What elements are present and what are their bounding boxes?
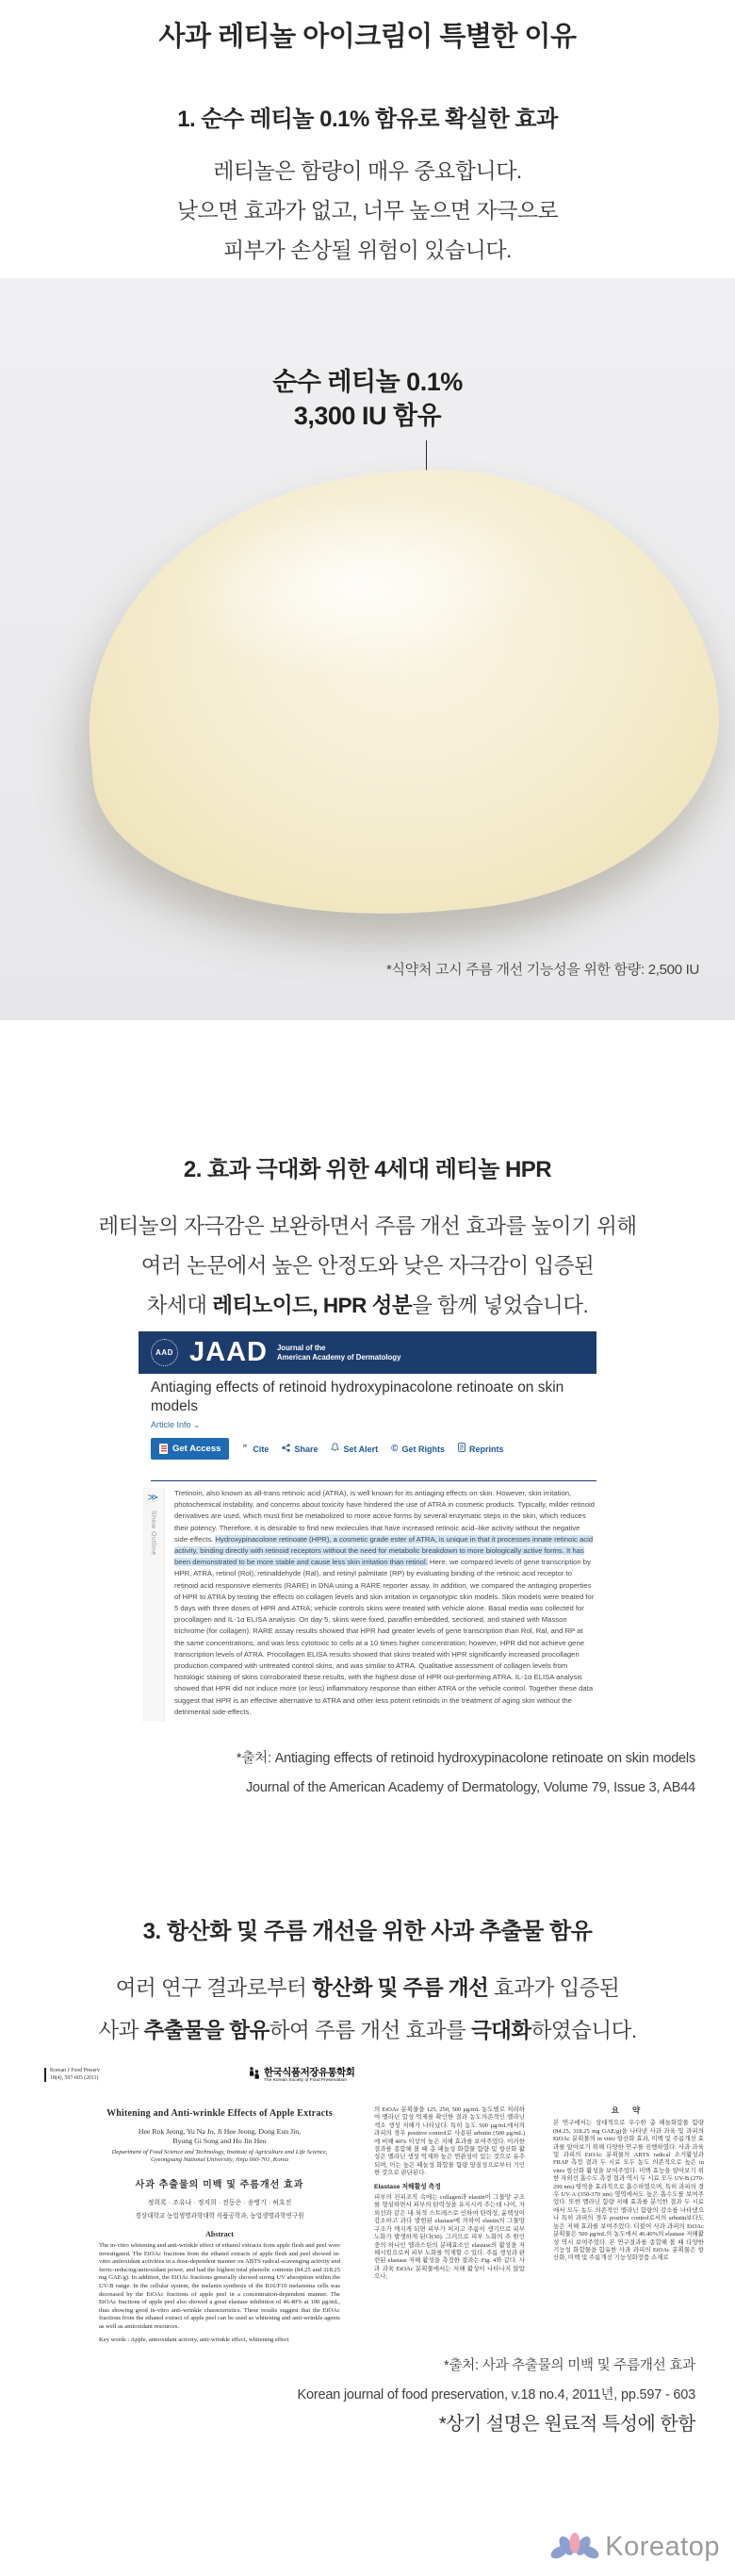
brand-name: Koreatop (605, 2532, 720, 2562)
paper-affiliation-kr: 경상대학교 농업생명과학대학 식품공학과, 농업생명과학연구원 (135, 2213, 304, 2220)
disclaimer-note: *상기 설명은 원료적 특성에 한함 (438, 2414, 695, 2435)
section1-line3: 피부가 손상될 위험이 있습니다. (223, 238, 512, 262)
paper-colA-paragraph1: 의 EtOAc 분획물을 125, 250, 500 μg/mL 농도별로 처리하여 멜라닌 합성 억제를 확인한 결과 농도의존적인 멜라닌 색소 생성 저해가 나타났다. 특히 농도 500 μg/mL에서의 과피의 경우 positive control로 사용된 arbutin (500 μg/mL)에 비해 40% 이상의 높은 저해 효과를 보여주었다. 이러한 결과를 종합해 볼 때 총 페놀성 화합물 함량 및 항산화 활성은 멜라닌 생성 억제와 높은 연관성이 있는 것으로 유추되며, 이는 높은 페놀성 화합물 함량 양질성으로부터 기인한 것으로 판단된다. (374, 2106, 525, 2177)
paper-colA-heading: Elastase 저해활성 측정 (374, 2183, 441, 2190)
get-rights-button[interactable]: © Get Rights (391, 1443, 446, 1454)
abstract-text-after: Here, we compared levels of gene transcription by HPR, ATRA, retinol (Rol), retinaldehyde (Ral), and retinyl palmitate (RP) by evaluating binding of the retinoic acid receptor to retinoid acid responsive elements (RARE) in DNA using a RARE reporter assay. In addition, we compared the antiaging properties of HPR to ATRA by testing the effects on collagen levels and skin irritation in organotypic skin models. Skin models were treated for 5 days with three doses of HPR and ATRA; vehicle controls skins were treated with vehicle alone. Basal media was collected for procollagen and IL-1α ELISA analysis. On day 5, skins were fixed, paraffin embedded, sectioned, and stained with Masson trichrome (for collagen). RARE assay results showed that HPR had greater levels of gene transcription than Rol, Ral, and RP at the same concentrations, and was less cytotoxic to cells at a 10 times higher concentration; however, HPR did not achieve gene transcription levels of ATRA. Procollagen ELISA results showed that skins treated with HPR significantly increased procollagen production compared with untreated control skins, and was similar to ATRA. Qualitative assessment of collagen levels from histologic staining of skins corroborated these results, with the highest dose of HPR out-performing ATRA. IL-1α ELISA analysis showed that HPR did not induce more (or less) inflammatory response than either ATRA or the vehicle control. Together these data suggest that HPR is an effective alternative to ATRA and other less potent retinoids in the treatment of aging skin without the detrimental side-effects. (174, 1558, 595, 1716)
section2-line2: 여러 논문에서 높은 안정도와 낮은 자극감이 입증된 (140, 1254, 595, 1278)
paper-abstract-en: The in-vitro whitening and anti-wrinkle effect of ethanol extracts from apple flesh and peel were investigated. The EtOAc fractions from the ethanol extracts of apple flesh and peel showed in-vitro antioxidant activities in a dose-dependent manner on ABTS radical-scavenging activity and ferric-reducing/antioxidant power, and had the highest total phenolic contents (84.25 and 318.25 mg GAE/g). In addition, the EtOAc fractions generally showed strong UV absorption within the UV-B range. In the cellular system, the melanin synthesis of the B16/F10 melanoma cells was decreased by the EtOAc fractions of apple peel in a concentration-dependent manner. The EtOAc fractions of apple peel also showed a great elastase inhibition of 46.40% at 100 μg/mL, thus showing good in-vitro anti-wrinkle characteristics. These results suggest that the EtOAc fractions from the ethanol extract of apple peel can be used as whitening and anti-wrinkle agents as well as antioxidant resources. (99, 2242, 340, 2330)
article-title: Antiaging effects of retinoid hydroxypinacolone retinoate on skin models (151, 1379, 564, 1414)
apple-paper-scan (33, 2065, 706, 2343)
section2-line3: 차세대 레티노이드, HPR 성분을 함께 넣었습니다. (146, 1294, 589, 1317)
paper-affiliation-en: Department of Food Science and Technology, Institute of Agriculture and Life Science, Gyeongsang National University, Jinju 660-701, Korea (111, 2149, 328, 2163)
society-logo (248, 2066, 354, 2086)
pdf-icon (159, 1444, 168, 1454)
jaad-logo-text: JAAD (189, 1337, 268, 1367)
jaad-article-screenshot (139, 1331, 596, 1727)
paper-first-page (99, 2108, 340, 2343)
section3-line1: 여러 연구 결과로부터 항산화 및 주름 개선 효과가 입증된 (115, 1976, 620, 2000)
section3-paragraph (0, 1967, 735, 2052)
copyright-icon: © (391, 1443, 399, 1454)
swatch-note: *식약처 고시 주름 개선 기능성을 위한 함량: 2,500 IU (385, 962, 699, 978)
paper-authors-en: Hee Rok Jeong, Yu Na Jo, Ji Hee Jeong, Dong Eun Jin, Byung Gi Song and Ho Jin Heo (138, 2127, 302, 2145)
bell-icon (331, 1443, 339, 1455)
swatch-label (0, 365, 735, 433)
paper-citation-line1: *출처: 사과 추출물의 미백 및 주름개선 효과 (444, 2358, 695, 2373)
paper-title-kr: 사과 추출물의 미백 및 주름개선 효과 (135, 2180, 304, 2190)
quote-icon: ” (242, 1443, 250, 1454)
swatch-label-line2: 3,300 IU 함유 (293, 402, 442, 430)
section3-line2: 사과 추출물을 함유하여 주름 개선 효과를 극대화하였습니다. (98, 2019, 637, 2042)
divider (151, 1480, 596, 1481)
chevron-down-icon: ⌄ (193, 1420, 201, 1429)
share-button[interactable]: Share (282, 1444, 318, 1455)
paper-citation-line2: Korean journal of food preservation, v.18 no.4, 2011년, pp.597 - 603 (297, 2387, 695, 2403)
paper-colA-paragraph2: 피부의 진피조직 속에는 collagen과 elastin이 그물망 구조를 형성하면서 피부의 탄력성을 유지시켜 주는데 나이, 자외선과 같은 내·외적 스트레스로 인하여 탄력성, 윤택성이 감소하고 과다 발현된 elastase에 의하여 elastin의 그물망 구조가 깨지게 되면 피부가 처지고 주름이 생기므로 피부 노화가 발생하게 된다(30). 그러므로 피부 노화의 주 원인중의 하나인 엘라스틴의 분해효소인 elastase의 활성을 저해시킴으로써 피부 노화를 억제할 수 있다. 주름 생성과 관련된 elastase 저해 활성을 측정한 결과는 Fig. 4와 같다. 사과 과육 EtOAc 분획물에서는 저해 활성이 나타나지 않았으나, (374, 2194, 525, 2281)
paper-colB-paragraph: 본 연구에서는 상대적으로 우수한 총 페놀화합물 함량 (84.25, 318.25 mg GAE/g)을 나타낸 사과 과육 및 과피의 EtOAc 분획물의 in vitro 항산화 효과, 미백 및 주름개선 효과를 알아보기 위해 다양한 연구를 진행하였다. 사과 과육 및 과피의 EtOAc 분획물의 ABTS radical 소거활성과 FRAP 측정 결과 두 시료 모두 농도 의존적으로 높은 in vitro 항산화 활성을 보여주었다. 미백 효능을 알아보기 위한 자외선 흡수도 측정 결과 역시 두 시료 모두 UV-B (270-290 nm) 영역을 효과적으로 흡수하였으며, 특히 과피의 경우 UV-A (350-370 nm) 영역에서도 높은 흡수도를 보여주었다. 또한 멜라닌 함량 저해 효과를 분석한 결과 두 시료에서 모두 농도 의존적인 멜라닌 함량의 감소를 나타냈으나 특히 과피의 경우 positive control로서의 arbutin보다도 높은 저해 효과를 보여주었다. 더불어 사과 과피의 EtOAc 분획물은 500 μg/mL의 농도에서 46.40%의 elastase 저해활성 역시 보여주었다. 본 연구결과를 종합해 볼 때 다양한 기능성 화합물을 함유한 사과 과피의 EtOAc 분획물은 항산화, 미백 및 주름개선 기능성화장품 소재로 (553, 2120, 704, 2262)
article-abstract (174, 1488, 595, 1718)
paper-title-en: Whitening and Anti-wrinkle Effects of Apple Extracts (106, 2108, 333, 2119)
jaad-citation (237, 1744, 695, 1803)
section1-line2: 낮으면 효과가 없고, 너무 높으면 자극으로 (176, 198, 559, 223)
page-title: 사과 레티놀 아이크림이 특별한 이유 (158, 22, 577, 52)
paper-column-right (553, 2106, 704, 2263)
abstract-text-before: Tretinoin, also known as all-trans retinoic acid (ATRA), is well known for its antiaging effects on skin. However, skin irritation, photochemical instability, and concerns about toxicity have hindered the use of ATRA in cosmetic products. Typically, milder retinoid derivatives are used, which must first be metabolized to more active forms by several enzymatic steps in the skin, which reduces their potency. Therefore, it is desirable to find new molecules that have increased retinoic acid–like activity without the negative side-effects. (174, 1489, 595, 1544)
reprints-button[interactable]: Reprints (458, 1443, 504, 1455)
section2-heading: 2. 효과 극대화 위한 4세대 레티놀 HPR (183, 1157, 552, 1182)
share-icon (282, 1444, 290, 1455)
cite-button[interactable]: ” Cite (242, 1443, 270, 1454)
paper-keywords: Key words : Apple, antioxidant activity, anti-wrinkle effect, whitening effect (99, 2336, 289, 2343)
document-icon (458, 1443, 466, 1455)
jaad-citation-line1: *출처: Antiaging effects of retinoid hydroxypinacolone retinoate on skin models (236, 1751, 695, 1766)
abstract-highlighted-text: Hydroxypinacolone retinoate (HPR), a cosmetic grade ester of ATRA, is unique in that it processes innate retinoic acid activity, binding directly with retinoid receptors without the need for metabolic breakdown to more biologically active forms. It has been demonstrated to be more stable and cause less skin irritation than retinol. (174, 1534, 594, 1567)
article-toolbar (151, 1438, 584, 1460)
jaad-header-bar (139, 1331, 596, 1374)
paper-authors-kr: 정희록 · 조유나 · 정지희 · 전동은 · 송병기 · 허호진 (147, 2200, 292, 2206)
section2-paragraph (0, 1207, 735, 1326)
korean-abstract-label: 요 약 (611, 2105, 646, 2115)
aad-logo: AAD (151, 1339, 178, 1366)
get-access-button[interactable]: Get Access (151, 1438, 229, 1460)
outline-sidebar[interactable] (142, 1488, 165, 1722)
society-mark-icon (248, 2066, 260, 2086)
section1-heading: 1. 순수 레티놀 0.1% 함유로 확실한 효과 (177, 107, 558, 132)
show-outline-label: Show Outline (150, 1511, 156, 1556)
cream-blob (69, 446, 734, 940)
set-alert-button[interactable]: Set Alert (331, 1443, 378, 1455)
jaad-journal-name: Journal of the American Academy of Dermatology (276, 1343, 401, 1362)
abstract-label: Abstract (205, 2230, 234, 2238)
lotus-icon (550, 2527, 599, 2568)
cream-swatch-photo (0, 278, 735, 1020)
section3-heading: 3. 항산화 및 주름 개선을 위한 사과 추출물 함유 (142, 1919, 593, 1944)
swatch-label-line1: 순수 레티놀 0.1% (272, 368, 463, 396)
article-info-link[interactable]: Article Info ⌄ (151, 1420, 201, 1429)
brand-watermark (550, 2527, 720, 2568)
paper-citation (298, 2352, 695, 2410)
section1-paragraph (0, 151, 735, 270)
section2-line1: 레티놀의 자극감은 보완하면서 주름 개선 효과를 높이기 위해 (98, 1214, 637, 1238)
society-name: 한국식품저장유통학회 The Korean Society of Food Preservation (264, 2067, 355, 2084)
expand-outline-icon[interactable]: ≫ (147, 1493, 159, 1503)
section1-line1: 레티놀은 함량이 매우 중요합니다. (213, 158, 522, 183)
paper-column-left (374, 2106, 525, 2282)
journal-reference: Korean J Food Preserv 18(4), 597-603 (2011) (44, 2068, 100, 2082)
jaad-citation-line2: Journal of the American Academy of Dermatology, Volume 79, Issue 3, AB44 (246, 1780, 695, 1795)
